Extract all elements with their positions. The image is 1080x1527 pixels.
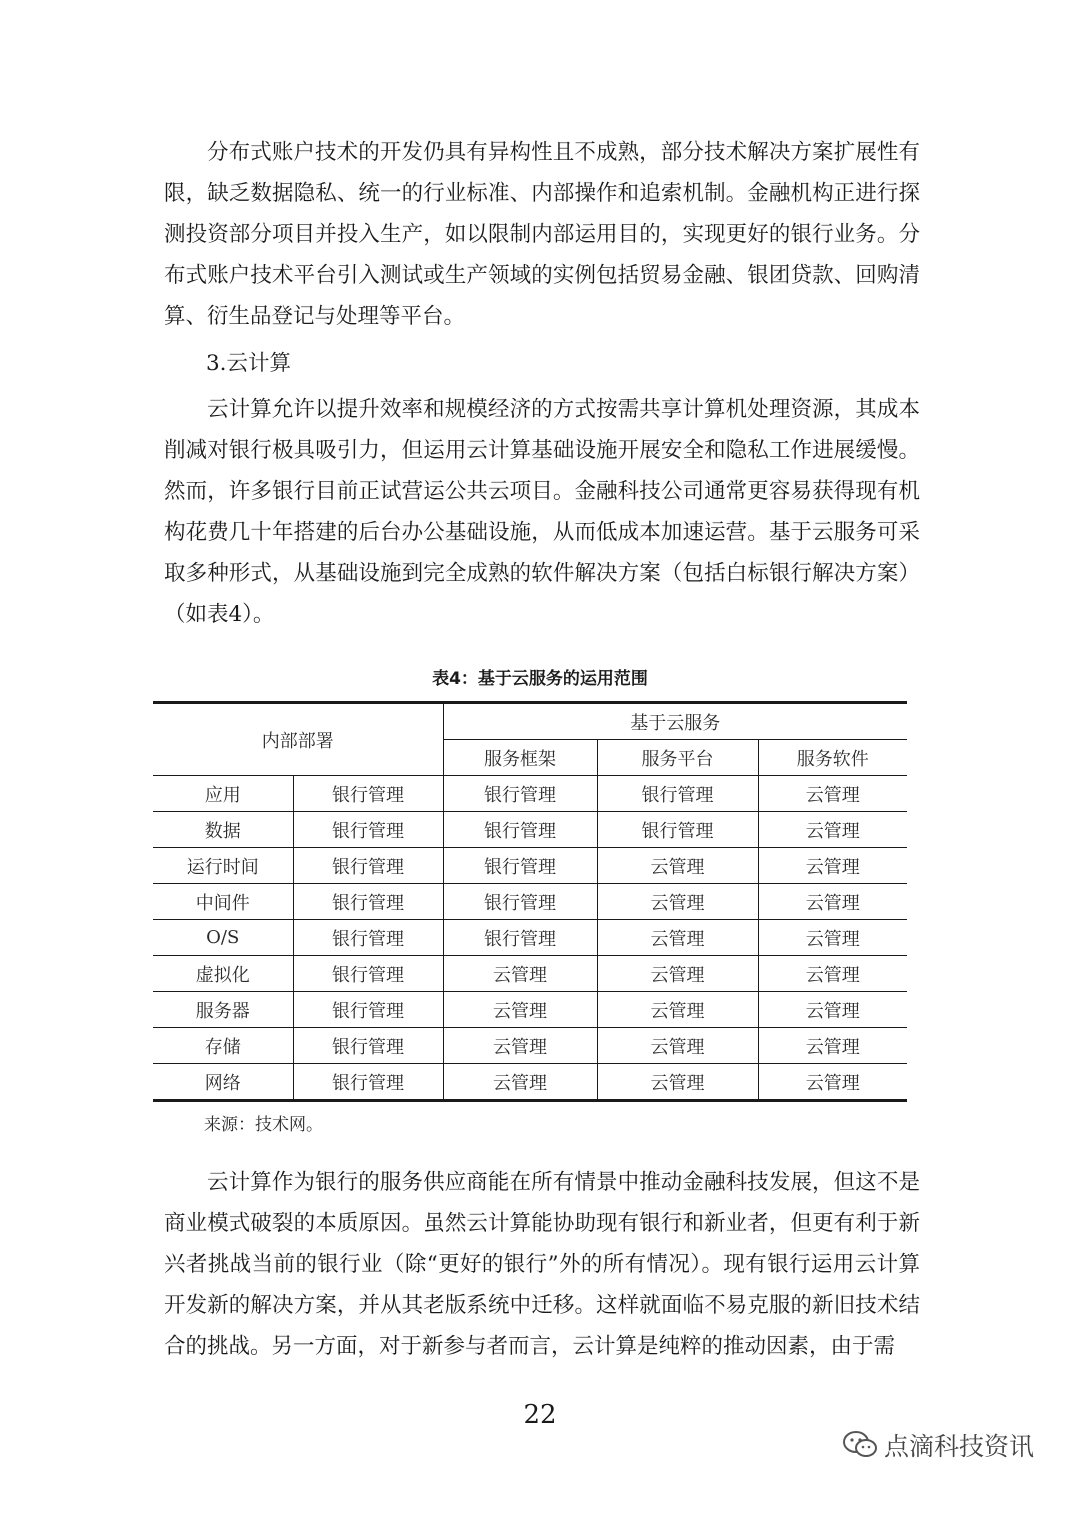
paragraph-1: 分布式账户技术的开发仍具有异构性且不成熟，部分技术解决方案扩展性有限，缺乏数据隐私、统一的行业标准、内部操作和追索机制。金融机构正进行探测投资部分项目并投入生产，如以限制内部运用目的，实现更好的银行业务。分布式账户技术平台引入测试或生产领域的实例包括贸易金融、银团贷款、回购清算、衍生品登记与处理等平台。 [164, 140, 920, 329]
table-cell: 银行管理 [293, 992, 443, 1028]
table-cell: 云管理 [758, 848, 907, 884]
table-cell: 服务器 [153, 992, 293, 1028]
table-cell: 云管理 [758, 956, 907, 992]
table-cell: 银行管理 [293, 812, 443, 848]
wechat-icon [842, 1430, 878, 1460]
table-row [153, 812, 907, 848]
table-cell: 应用 [153, 776, 293, 812]
table-cell: 银行管理 [597, 776, 758, 812]
table-cell: 云管理 [443, 1028, 597, 1064]
table-cell: 云管理 [443, 1064, 597, 1101]
table-cell: 银行管理 [443, 776, 597, 812]
table-cell: 银行管理 [293, 884, 443, 920]
table-cell: 银行管理 [597, 812, 758, 848]
section-heading: 3.云计算 [206, 351, 292, 376]
table-header-row [153, 703, 907, 740]
cloud-service-table [153, 701, 907, 1102]
table-cell: 云管理 [758, 992, 907, 1028]
subheader-paas: 服务平台 [597, 740, 758, 776]
table-cell: 银行管理 [293, 1028, 443, 1064]
header-cloud-services: 基于云服务 [443, 703, 907, 740]
paragraph-2: 云计算允许以提升效率和规模经济的方式按需共享计算机处理资源，其成本削减对银行极具吸引力，但运用云计算基础设施开展安全和隐私工作进展缓慢。然而，许多银行目前正试营运公共云项目。金融科技公司通常更容易获得现有机构花费几十年搭建的后台办公基础设施，从而低成本加速运营。基于云服务可采取多种形式，从基础设施到完全成熟的软件解决方案（包括白标银行解决方案）（如表4）。 [164, 397, 920, 627]
table-cell: 银行管理 [293, 920, 443, 956]
table-cell: 银行管理 [443, 884, 597, 920]
table-cell: 云管理 [758, 1028, 907, 1064]
table-cell: O/S [153, 920, 293, 956]
table-cell: 银行管理 [293, 956, 443, 992]
paragraph-3: 云计算作为银行的服务供应商能在所有情景中推动金融科技发展，但这不是商业模式破裂的本质原因。虽然云计算能协助现有银行和新业者，但更有利于新兴者挑战当前的银行业（除“更好的银行”外的所有情况）。现有银行运用云计算开发新的解决方案，并从其老版系统中迁移。这样就面临不易克服的新旧技术结合的挑战。另一方面，对于新参与者而言，云计算是纯粹的推动因素，由于需 [164, 1170, 920, 1359]
table-cell: 云管理 [597, 992, 758, 1028]
table-row [153, 776, 907, 812]
table-cell: 云管理 [758, 1064, 907, 1101]
subheader-saas: 服务软件 [758, 740, 907, 776]
table-cell: 数据 [153, 812, 293, 848]
table-cell: 云管理 [597, 1028, 758, 1064]
table-row [153, 992, 907, 1028]
table-cell: 存储 [153, 1028, 293, 1064]
table-cell: 云管理 [443, 956, 597, 992]
table-cell: 中间件 [153, 884, 293, 920]
table-cell: 银行管理 [443, 812, 597, 848]
table-row [153, 956, 907, 992]
page-number: 22 [523, 1400, 557, 1430]
table-cell: 云管理 [758, 812, 907, 848]
table-cell: 网络 [153, 1064, 293, 1101]
table-cell: 云管理 [597, 1064, 758, 1101]
table-cell: 银行管理 [293, 1064, 443, 1101]
watermark-text: 点滴科技资讯 [884, 1432, 1035, 1461]
table-cell: 云管理 [758, 920, 907, 956]
table-cell: 虚拟化 [153, 956, 293, 992]
table-row [153, 1028, 907, 1064]
table-cell: 云管理 [758, 776, 907, 812]
watermark [842, 1427, 1034, 1463]
table-cell: 云管理 [443, 992, 597, 1028]
table-cell: 云管理 [597, 884, 758, 920]
table-cell: 云管理 [597, 956, 758, 992]
table-cell: 云管理 [597, 848, 758, 884]
table-row [153, 848, 907, 884]
table-row [153, 920, 907, 956]
table-cell: 银行管理 [293, 776, 443, 812]
table-cell: 银行管理 [443, 920, 597, 956]
subheader-iaas: 服务框架 [443, 740, 597, 776]
table-row [153, 1064, 907, 1101]
table-caption: 表4：基于云服务的运用范围 [432, 669, 648, 689]
table-cell: 银行管理 [443, 848, 597, 884]
table-cell: 银行管理 [293, 848, 443, 884]
table-cell: 云管理 [597, 920, 758, 956]
table-row [153, 884, 907, 920]
header-internal-deployment: 内部部署 [153, 703, 443, 776]
table-cell: 云管理 [758, 884, 907, 920]
table-source: 来源：技术网。 [204, 1115, 323, 1135]
table-cell: 运行时间 [153, 848, 293, 884]
